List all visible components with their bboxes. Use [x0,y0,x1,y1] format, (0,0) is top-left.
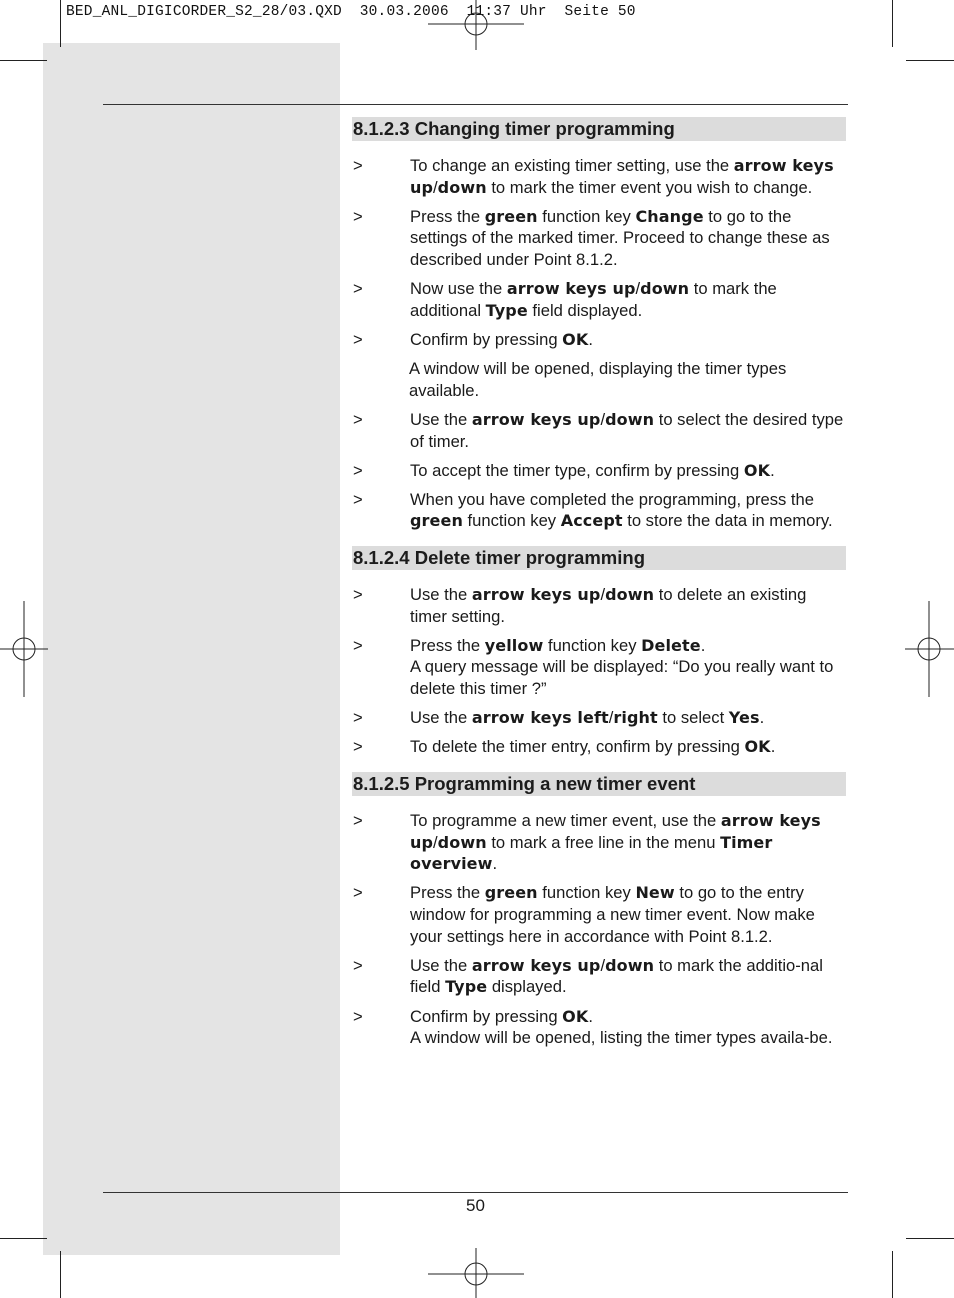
key-term: yellow [484,635,544,655]
crop-mark [0,1238,47,1239]
item-text: To accept the timer type, confirm by pressing OK. [410,460,775,480]
key-term: down [437,177,487,197]
bullet-marker: > [353,156,363,175]
section-heading: 8.1.2.3 Changing timer programming [352,117,846,141]
bullet-marker: > [353,329,363,349]
key-term: Type [485,300,528,320]
list-item [352,278,846,321]
item-text: Confirm by pressing OK. [410,329,593,349]
list-item [352,882,846,947]
key-term: arrow keys up [410,156,834,197]
bottom-rule [103,1192,848,1193]
bullet-marker: > [353,460,363,480]
crop-mark [906,60,954,61]
key-term: down [640,279,690,299]
bullet-marker: > [353,737,363,757]
section [352,117,846,532]
section [352,772,846,1049]
bullet-marker: > [353,1006,363,1026]
bullet-marker: > [353,635,363,655]
print-slug: BED_ANL_DIGICORDER_S2_28/03.QXD 30.03.2006 11:37 Uhr Seite 50 [66,4,636,20]
registration-mark-icon [905,601,954,697]
key-term: down [605,585,655,605]
key-term: down [437,832,487,852]
crop-mark [892,0,893,47]
section-items [352,584,846,758]
item-text: Use the arrow keys left/right to select Yes. [410,708,765,728]
item-text: When you have completed the programming, press the green function key Accept to store the data in memory. [410,489,833,531]
section-heading: 8.1.2.5 Programming a new timer event [352,772,846,796]
crop-mark [60,0,61,47]
item-text: Use the arrow keys up/down to select the desired type of timer. [410,409,844,451]
item-text: A window will be opened, displaying the timer types available. [409,359,787,400]
key-term: OK [743,460,771,480]
page-number: 50 [466,1196,485,1215]
list-item [352,707,846,729]
key-term: Change [635,206,704,226]
item-text: Confirm by pressing OK. A window will be opened, listing the timer types availa-be. [410,1006,833,1048]
item-text: Press the green function key New to go to the entry window for programming a new timer event. Now make your settings here in accordance with Point 8.1.2. [410,883,815,946]
bullet-marker: > [353,585,363,605]
key-term: arrow keys up [506,279,636,299]
key-term: Yes [728,708,760,728]
section-items [352,810,846,1049]
key-term: down [605,955,655,975]
key-term: OK [744,737,771,757]
key-term: arrow keys up [471,585,601,605]
registration-mark-icon [0,601,48,697]
bullet-marker: > [353,708,363,728]
item-text: Press the yellow function key Delete. A query message will be displayed: “Do you really want to delete this timer ?” [410,635,834,699]
registration-mark-icon [428,1248,524,1298]
key-term: green [410,511,463,531]
key-term: OK [562,329,589,349]
key-term: Delete [641,635,701,655]
bullet-marker: > [353,409,363,429]
key-term: arrow keys up [471,955,601,975]
manual-content [352,117,846,1056]
list-item [352,489,846,532]
bullet-marker: > [353,811,363,830]
item-text: Use the arrow keys up/down to delete an existing timer setting. [410,585,807,626]
list-item [352,635,846,700]
crop-mark [906,1238,954,1239]
list-item [352,460,846,482]
section-items [352,155,846,532]
bullet-marker: > [353,489,363,509]
section-heading: 8.1.2.4 Delete timer programming [352,546,846,570]
registration-mark-icon [428,0,524,50]
key-term: Type [445,977,488,997]
item-text: Now use the arrow keys up/down to mark the additional Type field displayed. [410,279,777,320]
key-term: right [613,708,658,728]
bullet-marker: > [353,955,363,975]
list-item [352,810,846,875]
item-text: Use the arrow keys up/down to mark the additio-nal field Type displayed. [410,955,823,997]
list-item [352,155,846,198]
item-text: Press the green function key Change to go to the settings of the marked timer. Proceed to change these as described under Point 8.1.2. [410,206,830,269]
key-term: down [605,409,655,429]
bullet-marker: > [353,279,363,299]
key-term: green [484,883,538,903]
item-text: To programme a new timer event, use the arrow keys up/down to mark a free line in the menu Timer overview. [410,811,821,874]
key-term: OK [562,1006,589,1026]
key-term: arrow keys up [471,409,601,429]
bullet-marker: > [353,206,363,226]
crop-mark [0,60,47,61]
item-text: To change an existing timer setting, use the arrow keys up/down to mark the timer event you wish to change. [410,156,834,197]
bullet-marker: > [353,883,363,903]
list-item [352,206,846,271]
key-term: New [635,883,675,903]
list-item [352,1006,846,1049]
list-item [352,584,846,627]
gray-margin-panel [43,43,340,1255]
crop-mark [60,1251,61,1298]
top-rule [103,104,848,105]
key-term: arrow keys up [410,811,821,852]
list-item [352,955,846,998]
list-item [352,736,846,758]
key-term: Accept [560,511,623,531]
key-term: green [484,206,538,226]
section [352,546,846,758]
key-term: Timer overview [410,832,773,874]
item-text: To delete the timer entry, confirm by pressing OK. [410,737,776,757]
key-term: arrow keys left [471,708,609,728]
crop-mark [892,1251,893,1298]
list-item [352,329,846,351]
list-item [352,409,846,452]
